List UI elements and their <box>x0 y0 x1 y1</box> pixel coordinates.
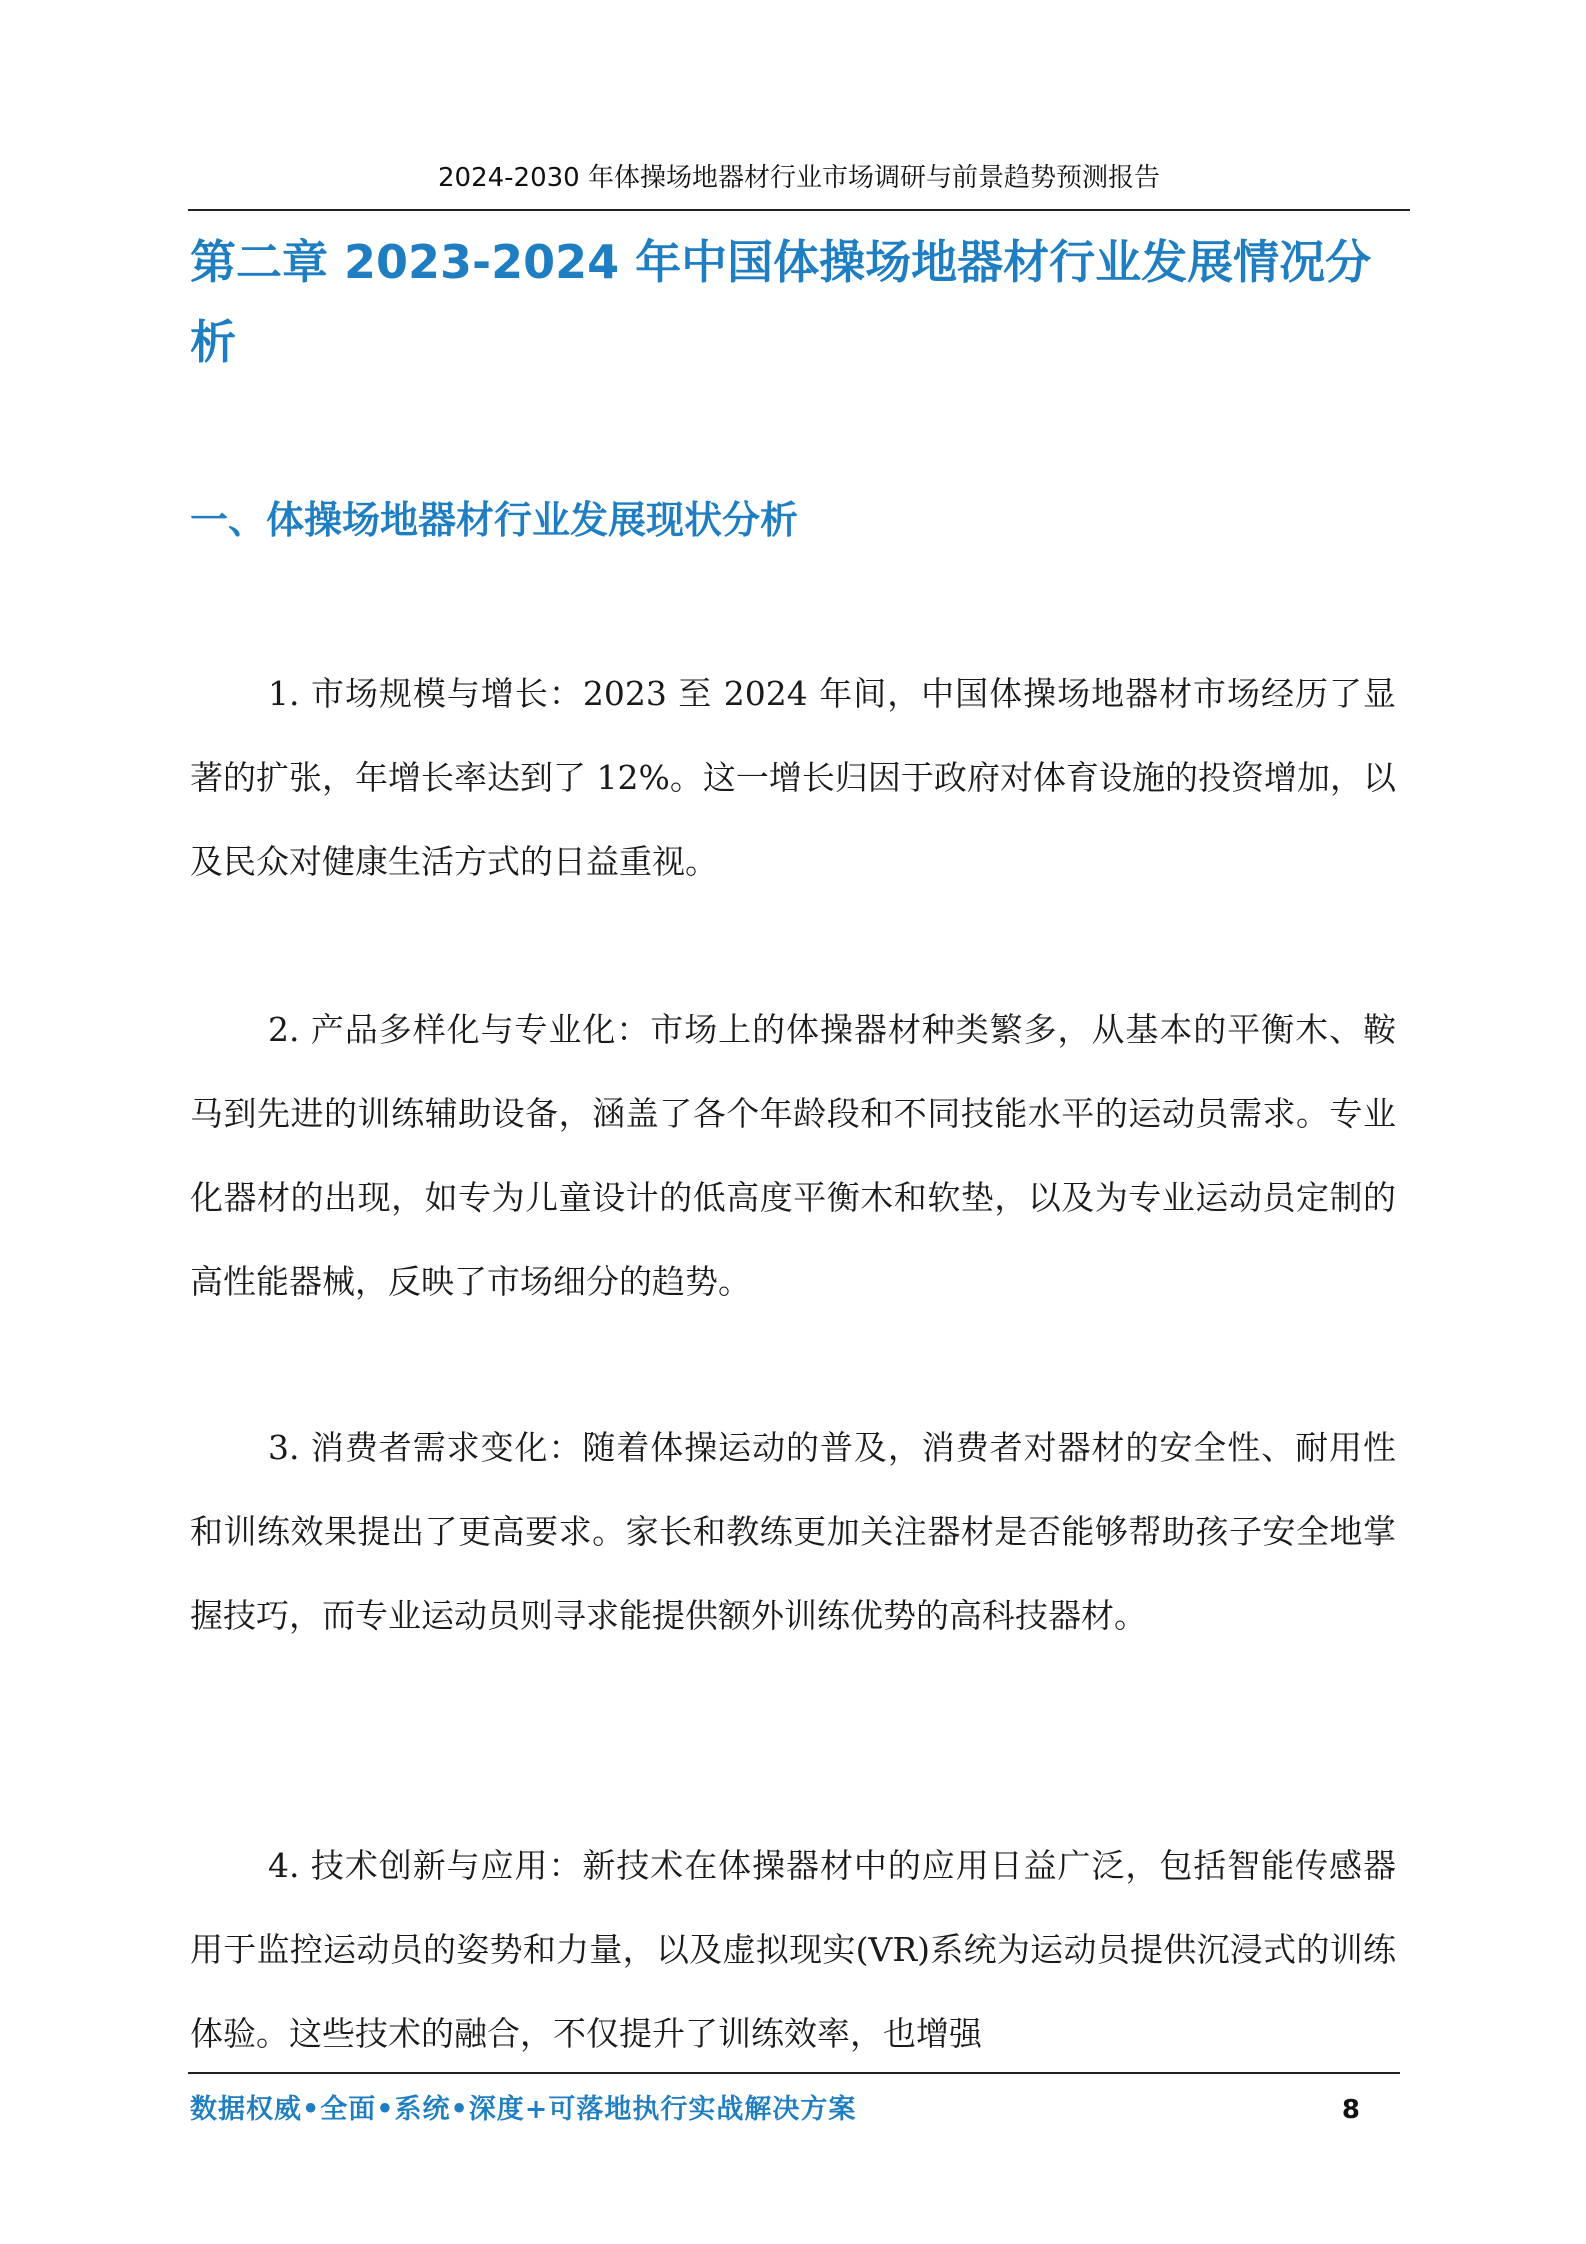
running-header: 2024-2030 年体操场地器材行业市场调研与前景趋势预测报告 <box>438 163 1160 193</box>
paragraph-consumer-demand: 3. 消费者需求变化：随着体操运动的普及，消费者对器材的安全性、耐用性和训练效果提出了更高要求。家长和教练更加关注器材是否能够帮助孩子安全地掌握技巧，而专业运动员则寻求能提供额外训练优势的高科技器材。 <box>190 1428 1396 1635</box>
page-number: 8 <box>1341 2095 1360 2125</box>
paragraph-market-size: 1. 市场规模与增长：2023 至 2024 年间，中国体操场地器材市场经历了显著的扩张，年增长率达到了 12%。这一增长归因于政府对体育设施的投资增加，以及民众对健康生活方式的日益重视。 <box>190 674 1396 881</box>
chapter-title: 第二章 2023-2024 年中国体操场地器材行业发展情况分析 <box>190 235 1372 369</box>
header-divider <box>188 209 1410 211</box>
footer-slogan: 数据权威•全面•系统•深度+可落地执行实战解决方案 <box>190 2094 857 2125</box>
paragraph-tech-innovation: 4. 技术创新与应用：新技术在体操器材中的应用日益广泛，包括智能传感器用于监控运动员的姿势和力量，以及虚拟现实(VR)系统为运动员提供沉浸式的训练体验。这些技术的融合，不仅提升了训练效率，也增强 <box>190 1846 1396 2053</box>
paragraph-product-diversity: 2. 产品多样化与专业化：市场上的体操器材种类繁多，从基本的平衡木、鞍马到先进的训练辅助设备，涵盖了各个年龄段和不同技能水平的运动员需求。专业化器材的出现，如专为儿童设计的低高度平衡木和软垫，以及为专业运动员定制的高性能器械，反映了市场细分的趋势。 <box>190 1010 1396 1301</box>
footer-divider <box>188 2072 1400 2074</box>
section-title: 一、体操场地器材行业发展现状分析 <box>190 498 799 542</box>
